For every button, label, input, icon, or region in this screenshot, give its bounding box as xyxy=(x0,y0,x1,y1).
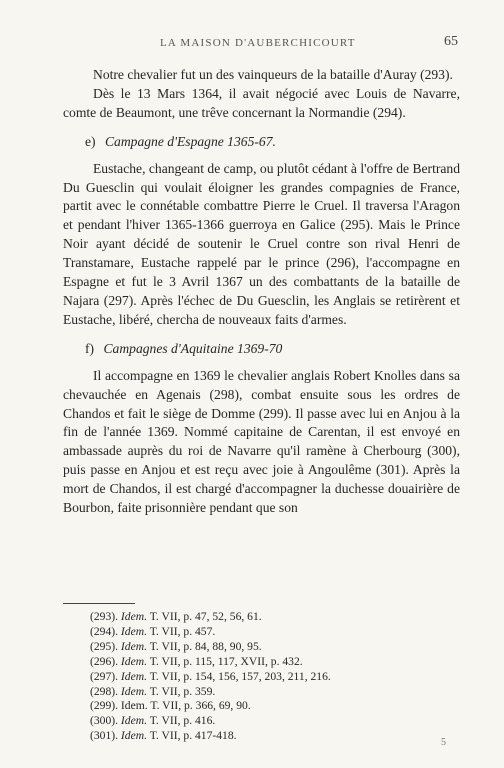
footnote-ref: Idem. xyxy=(120,654,147,668)
section-label: e) xyxy=(85,133,96,149)
section-label: f) xyxy=(85,340,95,356)
paragraph-truce: Dès le 13 Mars 1364, il avait négocié avec Louis de Navarre, comte de Beaumont, une trêve concernant la Normandie (294). xyxy=(63,85,460,120)
paragraph-auray: Notre chevalier fut un des vainqueurs de la bataille d'Auray (293). xyxy=(93,67,453,82)
footnote-text: T. VII, p. 457. xyxy=(149,624,216,638)
footnote xyxy=(90,655,450,670)
section-heading-espagne xyxy=(63,133,460,152)
footnote-number: (298). xyxy=(90,684,119,698)
footnote-rule xyxy=(63,603,135,604)
section-heading-aquitaine xyxy=(63,340,460,359)
paragraph-aquitaine: Il accompagne en 1369 le chevalier anglais Robert Knolles dans sa chevauchée en Agenais (298), combat ensuite sous les ordres de Chandos et fait le siège de Domme (299). Il passe avec lui en Anjou à la fin de l'année 1369. Nommé capitaine de Carentan, il est envoyé en ambassade auprès du roi de Navarre qu'il ramène à Cherbourg (300), puis passe en Anjou et est reçu avec joie à Angoulême (301). Après la mort de Chandos, il est chargé d'accompagner la duchesse douairière de Bourbon, faite prisonnière pendant que son xyxy=(63,367,460,516)
footnote xyxy=(90,640,450,655)
page-number: 65 xyxy=(444,34,458,49)
footnote-number: (295). xyxy=(90,639,119,653)
footnote-ref: Idem. xyxy=(120,684,147,698)
footnote-ref: Idem. xyxy=(120,624,147,638)
footnote-ref: Idem. xyxy=(120,729,147,743)
footnote-text: T. VII, p. 359. xyxy=(149,684,216,698)
footnote xyxy=(90,670,450,685)
footnote-number: (299). xyxy=(90,699,119,713)
footnote-ref: Idem. xyxy=(120,714,147,728)
footnote-text: T. VII, p. 115, 117, XVII, p. 432. xyxy=(149,654,303,668)
footnotes-list xyxy=(90,610,450,744)
footnote-text: T. VII, p. 84, 88, 90, 95. xyxy=(149,639,262,653)
signature-mark: 5 xyxy=(441,737,446,748)
footnote-ref: Idem. xyxy=(120,669,147,683)
footnote xyxy=(90,729,450,744)
body-text xyxy=(63,66,460,518)
footnote-number: (293). xyxy=(90,610,119,623)
footnote-text: T. VII, p. 154, 156, 157, 203, 211, 216. xyxy=(149,669,331,683)
footnote xyxy=(90,610,450,625)
footnote-ref: Idem. xyxy=(120,610,147,623)
section-title: Campagne d'Espagne 1365-67. xyxy=(104,133,276,149)
footnote-number: (294). xyxy=(90,624,119,638)
footnote xyxy=(90,699,450,714)
footnote-number: (297). xyxy=(90,669,119,683)
footnote-text: T. VII, p. 366, 69, 90. xyxy=(150,699,251,713)
footnote-text: T. VII, p. 416. xyxy=(149,714,216,728)
running-head: LA MAISON D'AUBERCHICOURT xyxy=(160,37,356,49)
section-title: Campagnes d'Aquitaine 1369-70 xyxy=(103,340,283,356)
paragraph-espagne: Eustache, changeant de camp, ou plutôt cédant à l'offre de Bertrand Du Guesclin qui voulait éloigner les grandes compagnies de France, partit avec le connétable combattre Pierre le Cruel. Il traversa l'Aragon et pendant l'hiver 1365-1366 guerroya en Galice (295). Mais le Prince Noir ayant décidé de soutenir le Cruel contre son rival Henri de Transtamare, Eustache rappelé par le prince (296), l'accompagne en Espagne et fut le 3 Avril 1367 un des combattants de la bataille de Najara (297). Après l'échec de Du Guesclin, les Anglais se retirèrent et Eustache, libéré, chercha de nouveaux faits d'armes. xyxy=(63,160,460,327)
footnote-number: (301). xyxy=(90,729,119,743)
footnote-text: T. VII, p. 47, 52, 56, 61. xyxy=(149,610,262,623)
footnote xyxy=(90,714,450,729)
footnote-ref: Idem. xyxy=(120,699,148,713)
footnote xyxy=(90,625,450,640)
footnote-number: (300). xyxy=(90,714,119,728)
footnote-ref: Idem. xyxy=(120,639,147,653)
footnote xyxy=(90,685,450,700)
footnote-text: T. VII, p. 417-418. xyxy=(149,729,237,743)
footnote-number: (296). xyxy=(90,654,119,668)
